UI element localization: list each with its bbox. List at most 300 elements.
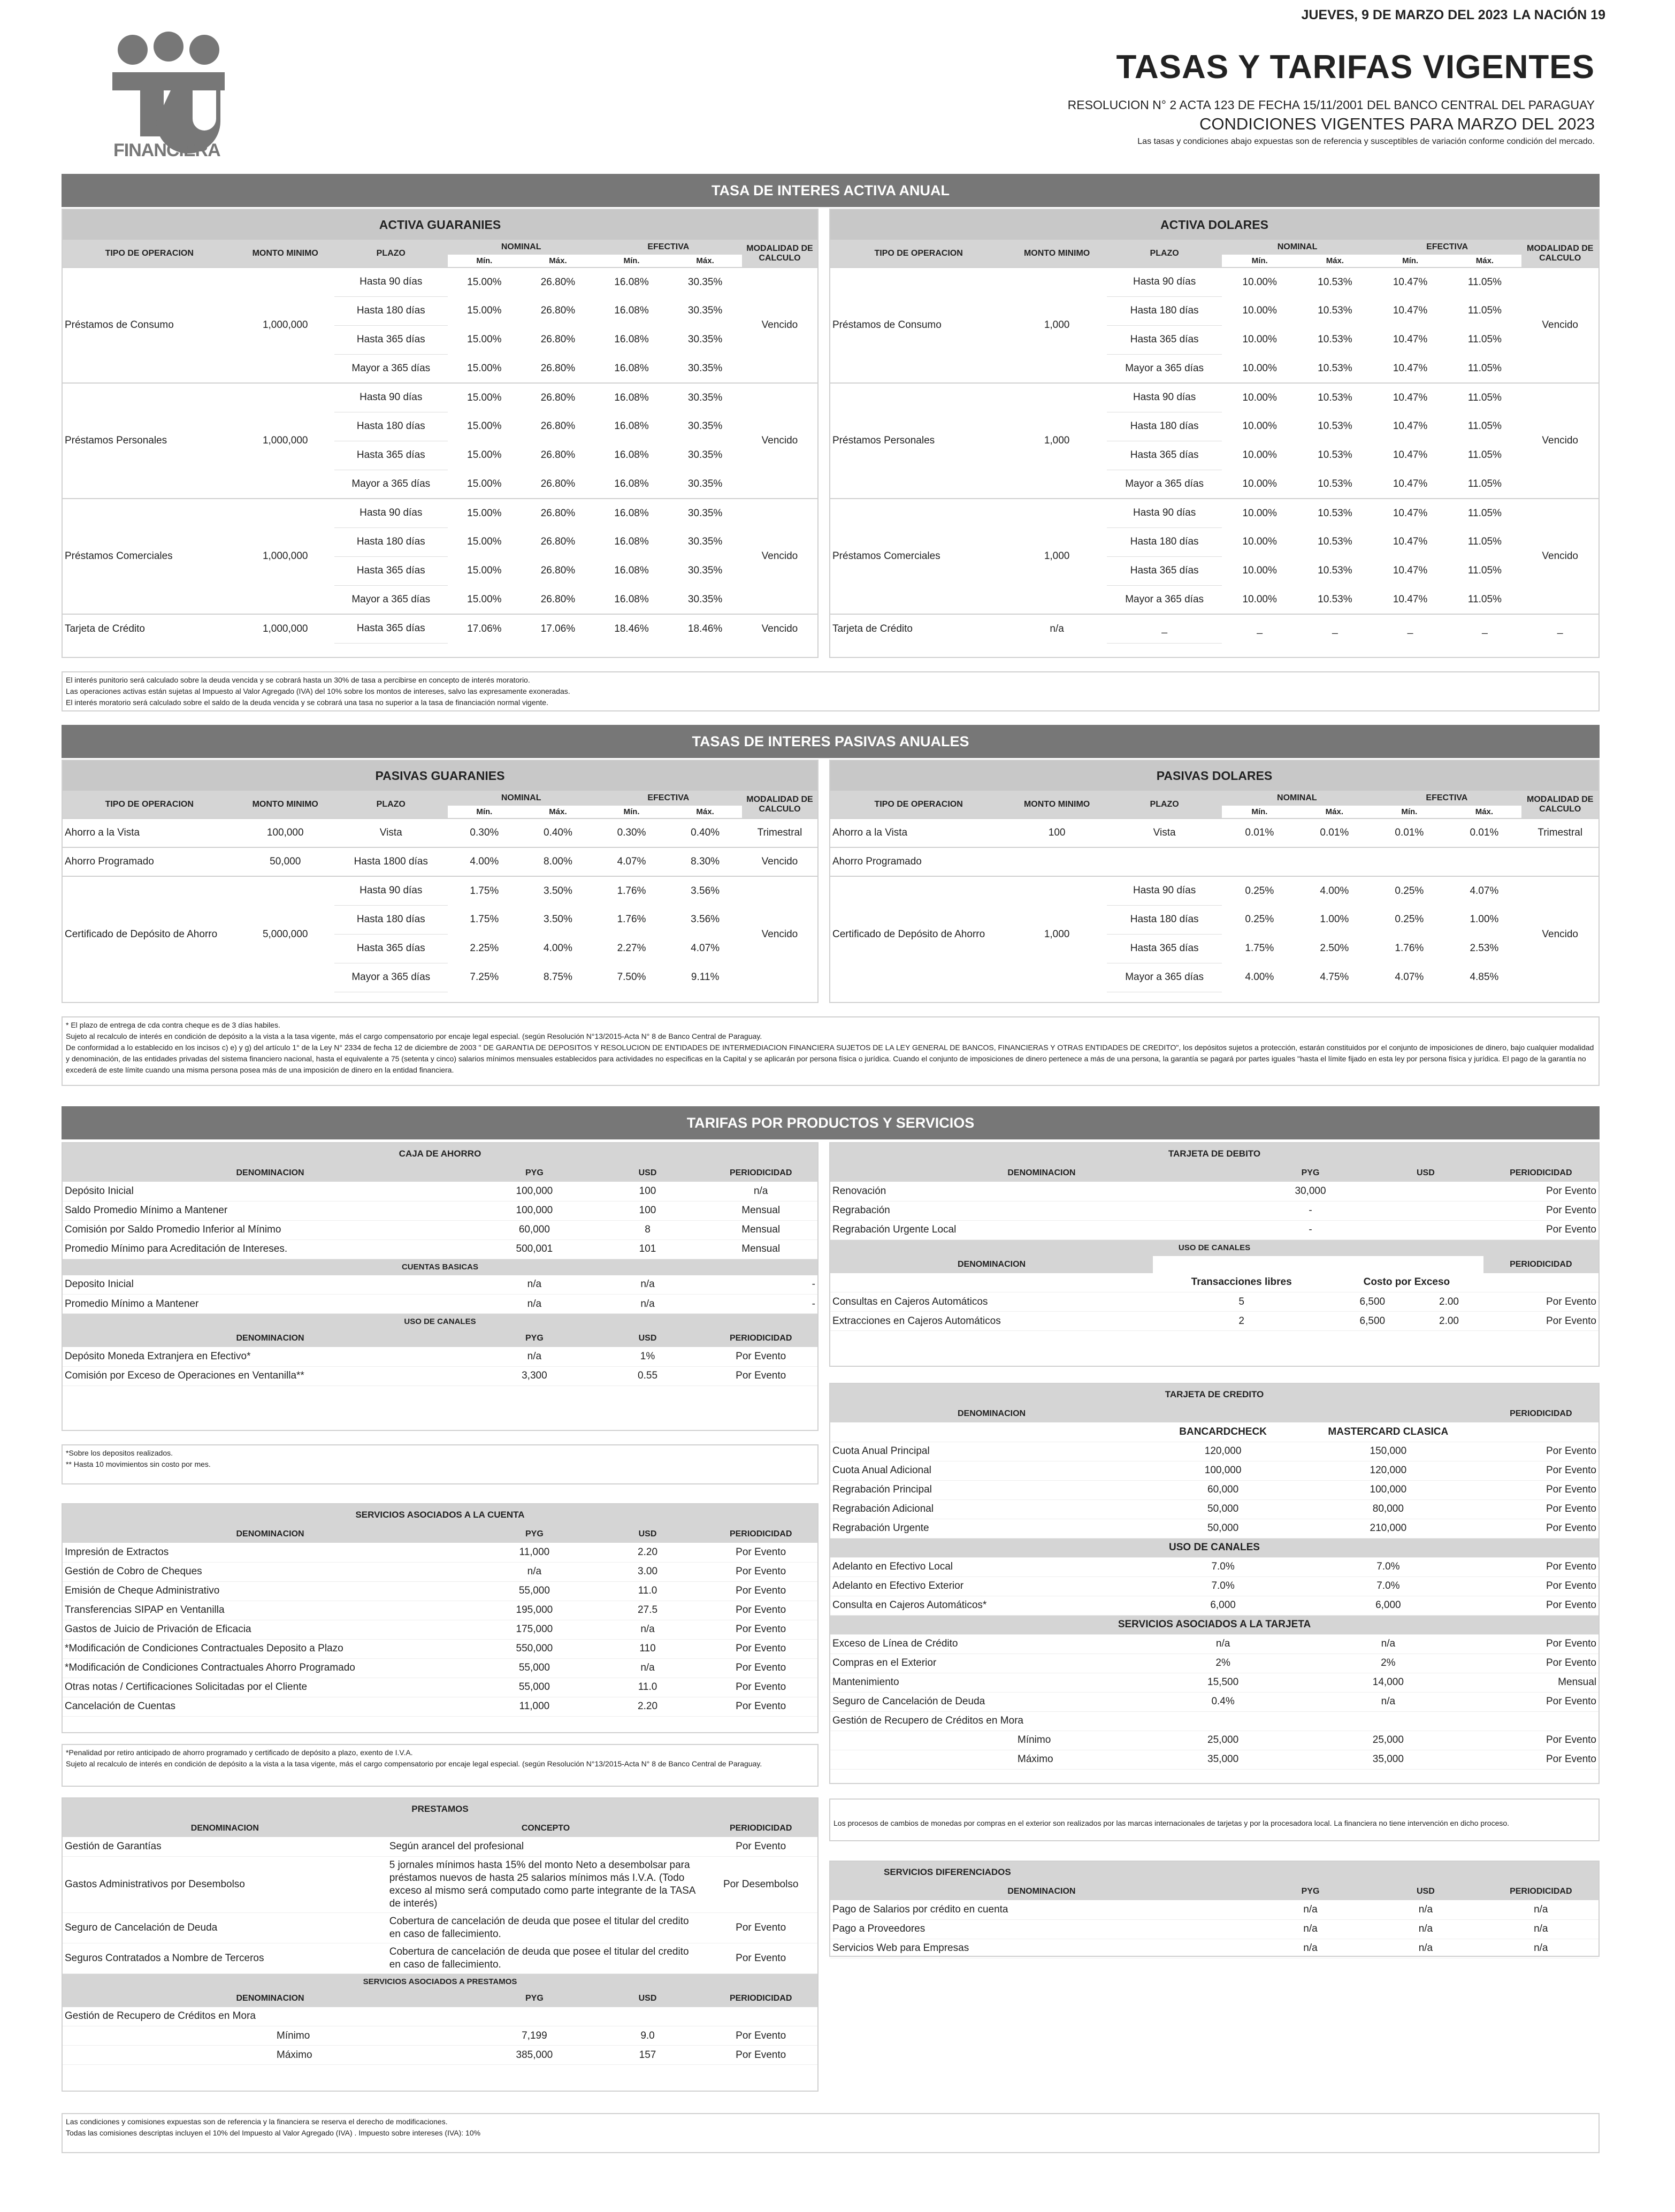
rate-value: 17.06% [521, 614, 595, 643]
column-header: PYG [478, 1165, 591, 1182]
note-line: Las condiciones y comisiones expuestas son de referencia y la financiera se reserva el derecho de modificaciones. [66, 2117, 448, 2126]
rate-value: 26.80% [521, 383, 595, 412]
rate-value: 3.50% [544, 914, 572, 925]
monto-minimo: 5,000,000 [236, 876, 334, 992]
column-header: PERIODICIDAD [704, 1330, 817, 1347]
concepto: Cobertura de cancelación de deuda que posee el titular del credito en caso de fallecimiento. [387, 1943, 705, 1973]
column-header: DENOMINACION [830, 1883, 1253, 1900]
rate-value: 0.25% [1222, 876, 1297, 905]
tariff-value: 11.0 [591, 1678, 705, 1697]
column-header: PERIODICIDAD [704, 1820, 817, 1837]
tariff-value [1368, 1182, 1483, 1201]
rate-row [63, 383, 817, 412]
rate-value: 15.00% [467, 565, 502, 576]
rate-row [63, 847, 817, 876]
rate-value: 10.53% [1318, 449, 1352, 461]
rates-body [63, 267, 817, 643]
column-header [1153, 1405, 1483, 1422]
tariff-value: 2.00 [1414, 1292, 1483, 1312]
denominacion: Máximo [63, 2046, 478, 2065]
canales-title: USO DE CANALES [830, 1240, 1598, 1256]
monto-minimo: 1,000 [1007, 499, 1107, 614]
tariff-value: 101 [591, 1239, 705, 1259]
activa-notes [62, 671, 1600, 711]
tariff-value: 27.5 [591, 1601, 705, 1620]
rate-value: 10.47% [1393, 362, 1428, 374]
rate-value: 10.53% [1297, 383, 1373, 412]
modalidad: Vencido [742, 267, 817, 383]
rate-value: 16.08% [595, 267, 669, 296]
note-line: El interés moratorio será calculado sobre el saldo de la deuda vencida y se cobrará una tasa no superior a la tasa de financiación normal vigente. [66, 698, 548, 707]
col-plazo: PLAZO [1107, 791, 1222, 818]
tariff-value: 2.20 [591, 1543, 705, 1562]
col-plazo: PLAZO [334, 240, 448, 267]
tariff-value: n/a [591, 1275, 705, 1295]
denominacion: Transferencias SIPAP en Ventanilla [63, 1601, 478, 1620]
credito-row [830, 1673, 1598, 1692]
rate-value: 30.35% [668, 267, 742, 296]
tipo-operacion: Tarjeta de Crédito [63, 614, 236, 643]
modalidad: Vencido [742, 383, 817, 499]
rate-value: 10.47% [1393, 536, 1428, 547]
activa-guaranies-panel [62, 209, 819, 658]
plazo: Hasta 365 días [334, 556, 448, 585]
tariff-value: Por Evento [1483, 1634, 1598, 1654]
rate-value: 10.47% [1373, 383, 1448, 412]
tariff-table [830, 1165, 1598, 1240]
note-line: *Penalidad por retiro anticipado de ahorro programado y certificado de depósito a plazo, exento de I.V.A. [66, 1748, 413, 1757]
denominacion: *Modificación de Condiciones Contractuales Ahorro Programado [63, 1658, 478, 1678]
canal-row [830, 1292, 1598, 1312]
modalidad: Vencido [742, 876, 817, 992]
rate-value: 4.07% [1447, 876, 1521, 905]
col-tipo: TIPO DE OPERACION [63, 791, 236, 818]
tariff-value: Por Evento [1483, 1201, 1598, 1220]
rates-head [63, 791, 817, 818]
rate-value: 10.47% [1393, 305, 1428, 316]
rate-value: 15.00% [467, 478, 502, 489]
rate-value: 10.00% [1242, 536, 1277, 547]
monto-minimo: n/a [1007, 614, 1107, 643]
rates-head [830, 240, 1598, 267]
tipo-operacion: Préstamos Comerciales [830, 499, 1007, 614]
tariff-value: Por Evento [704, 2026, 817, 2046]
rate-row [63, 876, 817, 905]
rate-value: 15.00% [467, 593, 502, 605]
rate-value: 10.00% [1222, 383, 1297, 412]
col-tipo: TIPO DE OPERACION [830, 791, 1007, 818]
rate-value: 17.06% [448, 614, 522, 643]
tariff-value: 60,000 [1153, 1480, 1293, 1499]
rate-value: 10.53% [1318, 362, 1352, 374]
tariff-value: 195,000 [478, 1601, 591, 1620]
column-header: PYG [478, 1526, 591, 1543]
tariff-value: 7,199 [478, 2026, 591, 2046]
canal-row [830, 1312, 1598, 1331]
tipo-operacion: Préstamos de Consumo [830, 267, 1007, 383]
col-tipo: TIPO DE OPERACION [63, 240, 236, 267]
note-line: El interés punitorio será calculado sobre la deuda vencida y se cobrará hasta un 30% de tasa a percibirse en concepto de interés moratorio. [66, 676, 530, 684]
column-header: DENOMINACION [830, 1405, 1153, 1422]
tariff-value: n/a [1293, 1634, 1483, 1654]
rate-value: 1.76% [617, 914, 646, 925]
plazo: Hasta 180 días [1107, 412, 1222, 441]
rate-value: 10.47% [1393, 565, 1428, 576]
tariff-value: Por Evento [1483, 1461, 1598, 1480]
tariff-value: Por Evento [704, 1562, 817, 1581]
col-min-max: Máx. [521, 255, 595, 267]
rate-row [830, 847, 1598, 876]
tariff-value: 100,000 [1153, 1461, 1293, 1480]
tariff-value: Por Evento [1483, 1480, 1598, 1499]
denominacion: Regrabación Urgente Local [830, 1220, 1253, 1239]
tariff-value: 2% [1293, 1654, 1483, 1673]
assoc-table [63, 1990, 817, 2065]
modalidad: Vencido [742, 614, 817, 643]
tariff-row [830, 1201, 1598, 1220]
col-modalidad: MODALIDAD DE CALCULO [1521, 240, 1598, 267]
tariff-value: 2% [1153, 1654, 1293, 1673]
column-header: DENOMINACION [63, 1990, 478, 2007]
tariff-value: Por Evento [704, 1601, 817, 1620]
denominacion: Adelanto en Efectivo Exterior [830, 1576, 1153, 1596]
rate-value: 26.80% [540, 593, 576, 605]
tariff-value: n/a [1368, 1919, 1483, 1939]
tariff-row [830, 1182, 1598, 1201]
column-header: USD [591, 1330, 705, 1347]
assoc-row [63, 2026, 817, 2046]
rate-value: 11.05% [1467, 565, 1502, 576]
page-date-line [1302, 7, 1606, 23]
tariff-value: Por Evento [1483, 1499, 1598, 1519]
plazo: Vista [1107, 818, 1222, 847]
tariff-row [63, 1601, 817, 1620]
column-header: PYG [478, 1330, 591, 1347]
denominacion: Comisión por Saldo Promedio Inferior al Mínimo [63, 1220, 478, 1239]
tariff-value: Por Evento [704, 1581, 817, 1601]
tariff-row [63, 1347, 817, 1366]
column-header: PERIODICIDAD [704, 1165, 817, 1182]
blank [830, 1273, 1153, 1292]
subhead-row [830, 1615, 1598, 1634]
tariff-value: n/a [1253, 1900, 1368, 1919]
rate-value: 26.80% [540, 362, 576, 374]
rates-table [63, 240, 817, 644]
rates-head [63, 240, 817, 267]
plazo: _ [1107, 614, 1222, 643]
tariff-value: n/a [591, 1295, 705, 1314]
denominacion: Saldo Promedio Mínimo a Mantener [63, 1201, 478, 1220]
header-row [830, 240, 1598, 255]
tariff-value: 35,000 [1153, 1750, 1293, 1769]
rate-value: 4.00% [544, 943, 572, 954]
tariff-value: 0.55 [591, 1366, 705, 1386]
rate-value: _ [1297, 614, 1373, 643]
rate-value: 30.35% [687, 362, 723, 374]
monto-minimo: 1,000,000 [236, 267, 334, 383]
rate-value: 26.80% [521, 499, 595, 527]
denominacion: Consulta en Cajeros Automáticos* [830, 1596, 1153, 1615]
rate-value: 16.08% [614, 565, 649, 576]
rate-value: 0.01% [1447, 818, 1521, 847]
rate-value: 3.56% [668, 876, 742, 905]
tariff-value: n/a [1483, 1900, 1598, 1919]
rate-value [1297, 847, 1372, 876]
rate-value: 2.25% [470, 943, 499, 954]
rate-value [1222, 847, 1297, 876]
denominacion: Adelanto en Efectivo Local [830, 1557, 1153, 1576]
rate-value: 10.53% [1318, 420, 1352, 432]
col-nominal: NOMINAL [448, 240, 595, 255]
libres-label: Transacciones libres [1153, 1273, 1330, 1292]
plazo: Mayor a 365 días [1107, 470, 1222, 499]
tariff-value: 14,000 [1293, 1673, 1483, 1692]
rate-value: 10.00% [1222, 499, 1297, 527]
rate-value: 10.47% [1373, 499, 1448, 527]
column-header: PYG [1253, 1165, 1368, 1182]
denominacion: Regrabación Adicional [830, 1499, 1153, 1519]
credito-row [830, 1634, 1598, 1654]
denominacion: Renovación [830, 1182, 1253, 1201]
plazo: Mayor a 365 días [1107, 585, 1222, 614]
rate-value: 30.35% [687, 449, 723, 461]
col-min-max: Máx. [521, 806, 595, 818]
rates-table [830, 240, 1598, 644]
plazo: Hasta 90 días [1107, 383, 1222, 412]
col-min-max: Mín. [595, 255, 669, 267]
tariff-value: 8 [591, 1220, 705, 1239]
column-header: DENOMINACION [63, 1820, 387, 1837]
modalidad: Vencido [1521, 267, 1598, 383]
credito-row [830, 1557, 1598, 1576]
rate-value: 15.00% [467, 449, 502, 461]
col-min-max: Máx. [1297, 806, 1372, 818]
rate-value: 10.53% [1318, 334, 1352, 345]
rate-value: 8.00% [521, 847, 595, 876]
caja-ahorro-panel [62, 1142, 819, 1431]
rate-row [63, 267, 817, 296]
brand-bancard: BANCARDCHECK [1153, 1422, 1293, 1442]
tariff-value: Mensual [704, 1239, 817, 1259]
plazo: Mayor a 365 días [334, 470, 448, 499]
denominacion: Deposito Inicial [63, 1275, 478, 1295]
rate-row [63, 499, 817, 527]
rate-value: 15.00% [448, 267, 522, 296]
column-header: DENOMINACION [830, 1165, 1253, 1182]
rate-value: 8.30% [668, 847, 742, 876]
tariff-value: 5 [1153, 1292, 1330, 1312]
denominacion: Otras notas / Certificaciones Solicitadas por el Cliente [63, 1678, 478, 1697]
tariff-value: Por Evento [704, 1366, 817, 1386]
rate-value: _ [1448, 614, 1521, 643]
tariff-table [63, 1526, 817, 1717]
denominacion: Pago a Proveedores [830, 1919, 1253, 1939]
tariff-row [830, 1220, 1598, 1239]
tariff-value: 3.00 [591, 1562, 705, 1581]
assoc-title: SERVICIOS ASOCIADOS A PRESTAMOS [63, 1974, 817, 1990]
rate-value: 10.53% [1297, 499, 1373, 527]
plazo: Hasta 365 días [334, 325, 448, 354]
monto-minimo: 1,000 [1007, 876, 1107, 992]
tariff-value: - [1253, 1201, 1368, 1220]
monto-minimo: 1,000,000 [236, 499, 334, 614]
prestamo-row [63, 1856, 817, 1912]
rate-value: 8.75% [544, 971, 572, 983]
reference-note: Las tasas y condiciones abajo expuestas son de referencia y susceptibles de variación conforme condición del mercado. [1137, 137, 1595, 146]
tariff-row [63, 1562, 817, 1581]
tariff-row [63, 1581, 817, 1601]
tariff-value: 2.20 [591, 1697, 705, 1716]
col-efectiva: EFECTIVA [1373, 240, 1522, 255]
section-title: ACTIVA DOLARES [830, 210, 1598, 240]
denominacion: Seguro de Cancelación de Deuda [830, 1692, 1153, 1711]
modalidad: Vencido [1521, 383, 1598, 499]
tarjeta-debito-panel [829, 1142, 1600, 1367]
tariff-value: 6,500 [1330, 1312, 1414, 1331]
header-row [830, 1165, 1598, 1182]
tariff-value: 60,000 [478, 1220, 591, 1239]
rate-value: 0.25% [1395, 914, 1424, 925]
col-monto: MONTO MINIMO [236, 791, 334, 818]
denominacion: Exceso de Línea de Crédito [830, 1634, 1153, 1654]
tariff-value: 11.0 [591, 1581, 705, 1601]
recupero-label: Gestión de Recupero de Créditos en Mora [830, 1711, 1598, 1731]
rate-value: 10.53% [1318, 536, 1352, 547]
tariff-value: 210,000 [1293, 1519, 1483, 1538]
column-header: CONCEPTO [387, 1820, 705, 1837]
denominacion: Regrabación Urgente [830, 1519, 1153, 1538]
rate-value: 10.00% [1242, 449, 1277, 461]
col-min-max: Máx. [668, 806, 742, 818]
rate-value: 15.00% [467, 305, 502, 316]
tariff-value: n/a [591, 1620, 705, 1639]
header-row [63, 1165, 817, 1182]
col-monto: MONTO MINIMO [1007, 791, 1107, 818]
recupero-row [63, 2007, 817, 2026]
modalidad: Vencido [742, 847, 817, 876]
rate-row [830, 267, 1598, 296]
tariff-value: Por Evento [1483, 1692, 1598, 1711]
tariff-value: 110 [591, 1639, 705, 1658]
col-monto: MONTO MINIMO [1007, 240, 1107, 267]
monto-minimo: 1,000,000 [236, 383, 334, 499]
plazo: Mayor a 365 días [334, 354, 448, 383]
denominacion: Mínimo [63, 2026, 478, 2046]
credito-row [830, 1692, 1598, 1711]
tariff-value: 2 [1153, 1312, 1330, 1331]
rate-value: 9.11% [691, 971, 720, 983]
tipo-operacion: Ahorro a la Vista [830, 818, 1007, 847]
denominacion: Servicios Web para Empresas [830, 1939, 1253, 1958]
rate-row [830, 499, 1598, 527]
plazo: Vista [334, 818, 448, 847]
column-header: USD [591, 1990, 705, 2007]
rate-row [63, 614, 817, 643]
tariff-value: 15,500 [1153, 1673, 1293, 1692]
modalidad: Trimestral [1521, 818, 1598, 847]
col-nominal: NOMINAL [1222, 240, 1372, 255]
tariff-row [830, 1939, 1598, 1958]
plazo: Hasta 180 días [1107, 296, 1222, 325]
tariff-value: 50,000 [1153, 1519, 1293, 1538]
denominacion: Promedio Mínimo a Mantener [63, 1295, 478, 1314]
rate-value: 11.05% [1448, 499, 1521, 527]
rate-value: 11.05% [1467, 449, 1502, 461]
rate-value: 30.35% [687, 334, 723, 345]
rate-value: 4.00% [448, 847, 522, 876]
activa-band: TASA DE INTERES ACTIVA ANUAL [62, 174, 1600, 207]
denominacion: Mantenimiento [830, 1673, 1153, 1692]
tariff-value: 55,000 [478, 1678, 591, 1697]
rate-row [830, 818, 1598, 847]
column-header: USD [591, 1526, 705, 1543]
rate-value: 10.53% [1318, 565, 1352, 576]
rate-value: 1.76% [1395, 943, 1424, 954]
tipo-operacion: Préstamos Comerciales [63, 499, 236, 614]
title-block [632, 48, 1595, 147]
tariff-value: 100,000 [478, 1201, 591, 1220]
credito-row [830, 1442, 1598, 1461]
servicios-cuenta-panel [62, 1503, 819, 1733]
tariff-value: 550,000 [478, 1639, 591, 1658]
pasiva-guaranies-panel [62, 760, 819, 1003]
tariff-value: 2.00 [1414, 1312, 1483, 1331]
monto-minimo: 50,000 [236, 847, 334, 876]
plazo [1107, 847, 1222, 876]
denominacion: Compras en el Exterior [830, 1654, 1153, 1673]
rate-value: 0.40% [521, 818, 595, 847]
col-modalidad: MODALIDAD DE CALCULO [742, 791, 817, 818]
column-header: USD [591, 1165, 705, 1182]
rate-value: 10.53% [1318, 593, 1352, 605]
rate-value: 11.05% [1448, 267, 1521, 296]
rate-value: 16.08% [614, 536, 649, 547]
rate-value: 10.53% [1297, 267, 1373, 296]
rate-value: 1.00% [1470, 914, 1499, 925]
caja-title: CAJA DE AHORRO [63, 1143, 817, 1165]
rate-value: 4.00% [1297, 876, 1372, 905]
tipo-operacion: Ahorro Programado [830, 847, 1007, 876]
header-row [63, 791, 817, 806]
header-row [63, 240, 817, 255]
rate-value: 1.00% [1320, 914, 1349, 925]
column-header: PERIODICIDAD [704, 1990, 817, 2007]
tariff-value: 100,000 [478, 1182, 591, 1201]
tariff-row [63, 1697, 817, 1716]
rate-value: 11.05% [1467, 334, 1502, 345]
rate-value: 16.08% [614, 420, 649, 432]
rate-value: 15.00% [448, 383, 522, 412]
column-header: USD [1368, 1883, 1483, 1900]
rate-value: 18.46% [595, 614, 669, 643]
tariff-table [63, 1275, 817, 1314]
tariff-value: n/a [478, 1275, 591, 1295]
plazo: Hasta 365 días [1107, 325, 1222, 354]
rate-value: 15.00% [467, 536, 502, 547]
rate-value: 26.80% [540, 478, 576, 489]
column-header: DENOMINACION [63, 1526, 478, 1543]
col-efectiva: EFECTIVA [595, 791, 742, 806]
plazo: Hasta 90 días [1107, 267, 1222, 296]
subhead: USO DE CANALES [830, 1538, 1598, 1557]
tariff-value: n/a [591, 1658, 705, 1678]
rate-row [63, 818, 817, 847]
credito-title: TARJETA DE CREDITO [830, 1384, 1598, 1405]
denominacion: Comisión por Exceso de Operaciones en Ventanilla** [63, 1366, 478, 1386]
col-min-max: Mín. [1222, 255, 1297, 267]
brand-mastercard: MASTERCARD CLASICA [1293, 1422, 1483, 1442]
tipo-operacion: Certificado de Depósito de Ahorro [63, 876, 236, 992]
